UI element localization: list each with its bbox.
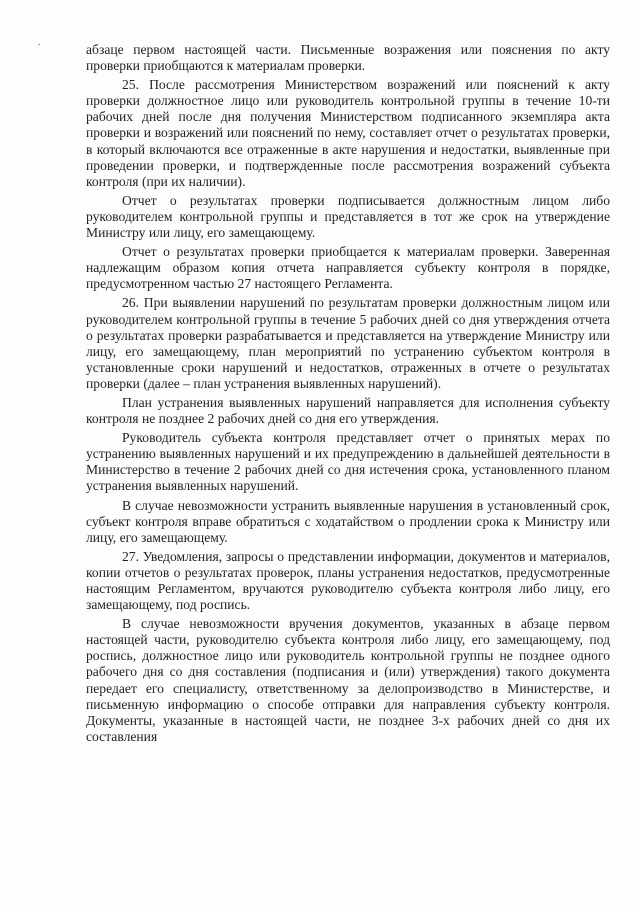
paragraph-continuation: абзаце первом настоящей части. Письменные возражения или пояснения по акту проверки приобщаются к материалам проверки.: [86, 42, 610, 74]
paragraph-report-attachment: Отчет о результатах проверки приобщается к материалам проверки. Заверенная надлежащим образом копия отчета направляется субъекту контроля в порядке, предусмотренном частью 27 настоящего Регламента.: [86, 244, 610, 292]
paragraph-delivery: В случае невозможности вручения документов, указанных в абзаце первом настоящей части, руководителю субъекта контроля либо лицу, его замещающему, под роспись, должностное лицо или руководитель контрольной группы не позднее одного рабочего дня со дня составления (подписания и (или) утверждения) такого документа передает его специалисту, ответственному за делопроизводство в Министерстве, и письменную информацию о способе отправки для направления субъекту контроля. Документы, указанные в настоящей части, не позднее 3-х рабочих дней со дня их составления: [86, 616, 610, 744]
paragraph-item-25: 25. После рассмотрения Министерством возражений или пояснений к акту проверки должностное лицо или руководитель контрольной группы в течение 10-ти рабочих дней после дня получения Министерством подписанного экземпляра акта проверки и возражений или пояснений по нему, составляет отчет о результатах проверки, в который включаются все отраженные в акте нарушения и недостатки, выявленные при проведении проверки, и подтвержденные после рассмотрения возражений субъекта контроля (при их наличии).: [86, 77, 610, 189]
paragraph-plan-execution: План устранения выявленных нарушений направляется для исполнения субъекту контроля не позднее 2 рабочих дней со дня его утверждения.: [86, 394, 610, 427]
scan-speck: [38, 44, 40, 45]
paragraph-extension: В случае невозможности устранить выявленные нарушения в установленный срок, субъект контроля вправе обратиться с ходатайством о продлении срока к Министру или лицу, его замещающему.: [86, 497, 610, 545]
document-body: [86, 42, 610, 748]
paragraph-item-27: 27. Уведомления, запросы о представлении информации, документов и материалов, копии отчетов о результатах проверок, планы устранения недостатков, предусмотренные настоящим Регламентом, вручаются руководителю субъекта контроля либо лицу, его замещающему, под роспись.: [86, 548, 610, 613]
paragraph-report-signing: Отчет о результатах проверки подписывается должностным лицом либо руководителем контрольной группы и представляется в тот же срок на утверждение Министру или лицу, его замещающему.: [86, 192, 610, 241]
paragraph-head-report: Руководитель субъекта контроля представляет отчет о принятых мерах по устранению выявленных нарушений и их предупреждению в дальнейшей деятельности в Министерство в течение 2 рабочих дней со дня истечения срока, установленного планом устранения выявленных нарушений.: [86, 430, 610, 494]
paragraph-item-26: 26. При выявлении нарушений по результатам проверки должностным лицом или руководителем контрольной группы в течение 5 рабочих дней со дня утверждения отчета о результатах проверки разрабатывается и представляется на утверждение Министру или лицу, его замещающему, план мероприятий по устранению субъектом контроля в установленные сроки нарушений и недостатков, отраженных в отчете о результатах проверки (далее – план устранения выявленных нарушений).: [86, 295, 610, 391]
